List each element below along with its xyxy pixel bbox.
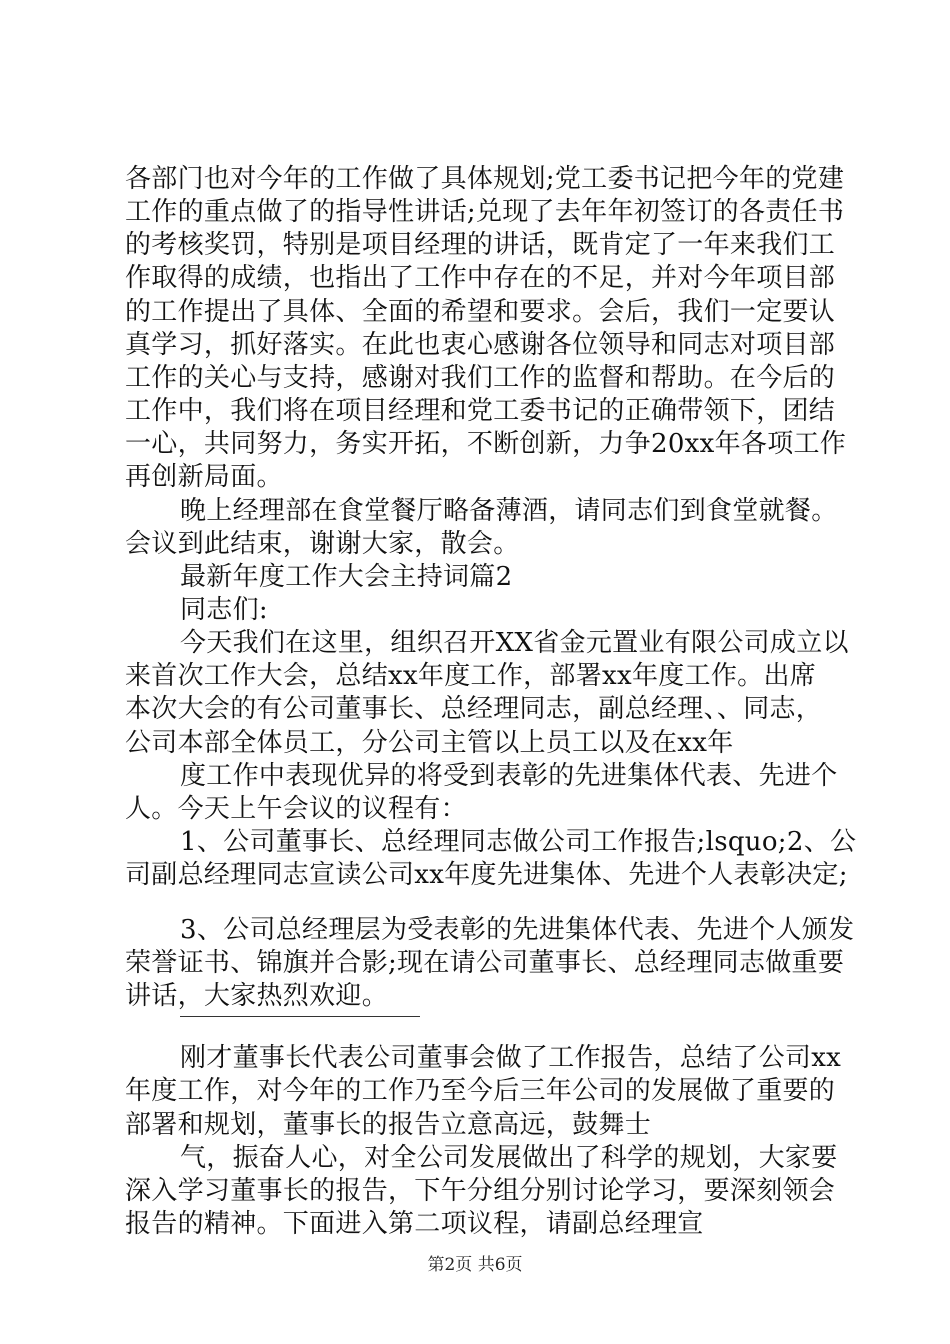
text-line: 会议到此结束，谢谢大家，散会。 [125, 529, 520, 559]
page-footer: 第2页 共6页 [427, 1255, 523, 1275]
text-line: 年度工作，对今年的工作乃至今后三年公司的发展做了重要的 [125, 1076, 836, 1106]
text-line: 荣誉证书、锦旗并合影;现在请公司董事长、总经理同志做重要 [125, 948, 845, 978]
text-line: 的工作提出了具体、全面的希望和要求。会后，我们一定要认 [125, 297, 836, 327]
text-line: 1、公司董事长、总经理同志做公司工作报告;lsquo;2、公 [180, 827, 857, 857]
text-line: 讲话，大家热烈欢迎。 [125, 981, 389, 1011]
text-line: 晚上经理部在食堂餐厅略备薄酒，请同志们到食堂就餐。 [180, 496, 838, 526]
section-heading: 最新年度工作大会主持词篇2 [180, 562, 513, 592]
text-line: 作取得的成绩，也指出了工作中存在的不足，并对今年项目部 [125, 263, 836, 293]
text-line: 工作中，我们将在项目经理和党工委书记的正确带领下，团结 [125, 396, 836, 426]
text-line: 再创新局面。 [125, 462, 283, 492]
text-line: 3、公司总经理层为受表彰的先进集体代表、先进个人颁发 [180, 915, 855, 945]
text-line: 报告的精神。下面进入第二项议程，请副总经理宣 [125, 1209, 704, 1239]
text-line: 工作的关心与支持，感谢对我们工作的监督和帮助。在今后的 [125, 363, 836, 393]
text-line: 公司本部全体员工，分公司主管以上员工以及在xx年 [125, 728, 734, 758]
salutation: 同志们: [180, 595, 268, 625]
text-line: 深入学习董事长的报告，下午分组分别讨论学习，要深刻领会 [125, 1176, 836, 1206]
text-line: 一心，共同努力，务实开拓，不断创新，力争20xx年各项工作 [125, 429, 847, 459]
text-line: 度工作中表现优异的将受到表彰的先进集体代表、先进个 [180, 761, 838, 791]
text-line: 人。今天上午会议的议程有： [125, 794, 467, 824]
text-line: 气，振奋人心，对全公司发展做出了科学的规划，大家要 [180, 1143, 838, 1173]
text-line: 司副总经理同志宣读公司xx年度先进集体、先进个人表彰决定; [125, 860, 848, 890]
text-line: 工作的重点做了的指导性讲话;兑现了去年年初签订的各责任书 [125, 197, 845, 227]
text-line: 刚才董事长代表公司董事会做了工作报告，总结了公司xx [180, 1043, 842, 1073]
text-line: 部署和规划，董事长的报告立意高远，鼓舞士 [125, 1110, 652, 1140]
text-line: 本次大会的有公司董事长、总经理同志，副总经理、、同志， [125, 694, 823, 724]
text-line: 真学习，抓好落实。在此也衷心感谢各位领导和同志对项目部 [125, 330, 836, 360]
section-divider [180, 1016, 420, 1017]
text-line: 的考核奖罚，特别是项目经理的讲话，既肯定了一年来我们工 [125, 230, 836, 260]
text-line: 来首次工作大会，总结xx年度工作，部署xx年度工作。出席 [125, 661, 817, 691]
text-line: 今天我们在这里，组织召开XX省金元置业有限公司成立以 [180, 628, 849, 658]
text-line: 各部门也对今年的工作做了具体规划;党工委书记把今年的党建 [125, 164, 845, 194]
